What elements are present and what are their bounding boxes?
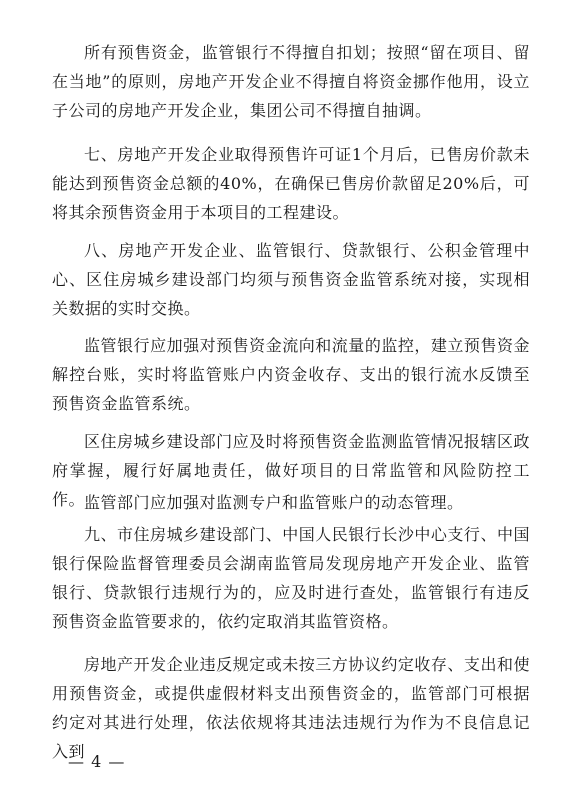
paragraph-section-8: 八、房地产开发企业、监管银行、贷款银行、公积金管理中心、区住房城乡建设部门均须与预售资金监管系统对接，实现相关数据的实时交换。 (52, 241, 530, 318)
paragraph-violations: 房地产开发企业违反规定或未按三方协议约定收存、支出和使用预售资金，或提供虚假材料支出预售资金的，监管部门可根据约定对其进行处理，依法依规将其违法违规行为作为不良信息记入到 (52, 655, 530, 761)
paragraph-section-7: 七、房地产开发企业取得预售许可证1个月后，已售房价款未能达到预售资金总额的40%，在确保已售房价款留足20%后，可将其余预售资金用于本项目的工程建设。 (52, 145, 530, 222)
paragraph-escrow-funds: 所有预售资金，监管银行不得擅自扣划；按照“留在项目、留在当地”的原则，房地产开发企业不得擅自将资金挪作他用，设立子公司的房地产开发企业，集团公司不得擅自抽调。 (52, 43, 530, 120)
paragraph-district-reporting: 区住房城乡建设部门应及时将预售资金监测监管情况报辖区政府掌握，履行好属地责任，做好项目的日常监管和风险防控工作。 (52, 432, 530, 509)
paragraph-account-management: 监管部门应加强对监测专户和监管账户的动态管理。 (84, 493, 464, 512)
paragraph-section-9: 九、市住房城乡建设部门、中国人民银行长沙中心支行、中国银行保险监督管理委员会湖南监管局发现房地产开发企业、监管银行、贷款银行违规行为的，应及时进行查处，监管银行有违反预售资金监管要求的，依约定取消其监管资格。 (52, 525, 530, 631)
page-number: — 4 — (68, 752, 126, 771)
paragraph-bank-monitoring: 监管银行应加强对预售资金流向和流量的监控，建立预售资金解控台账，实时将监管账户内资金收存、支出的银行流水反馈至预售资金监管系统。 (52, 336, 530, 413)
